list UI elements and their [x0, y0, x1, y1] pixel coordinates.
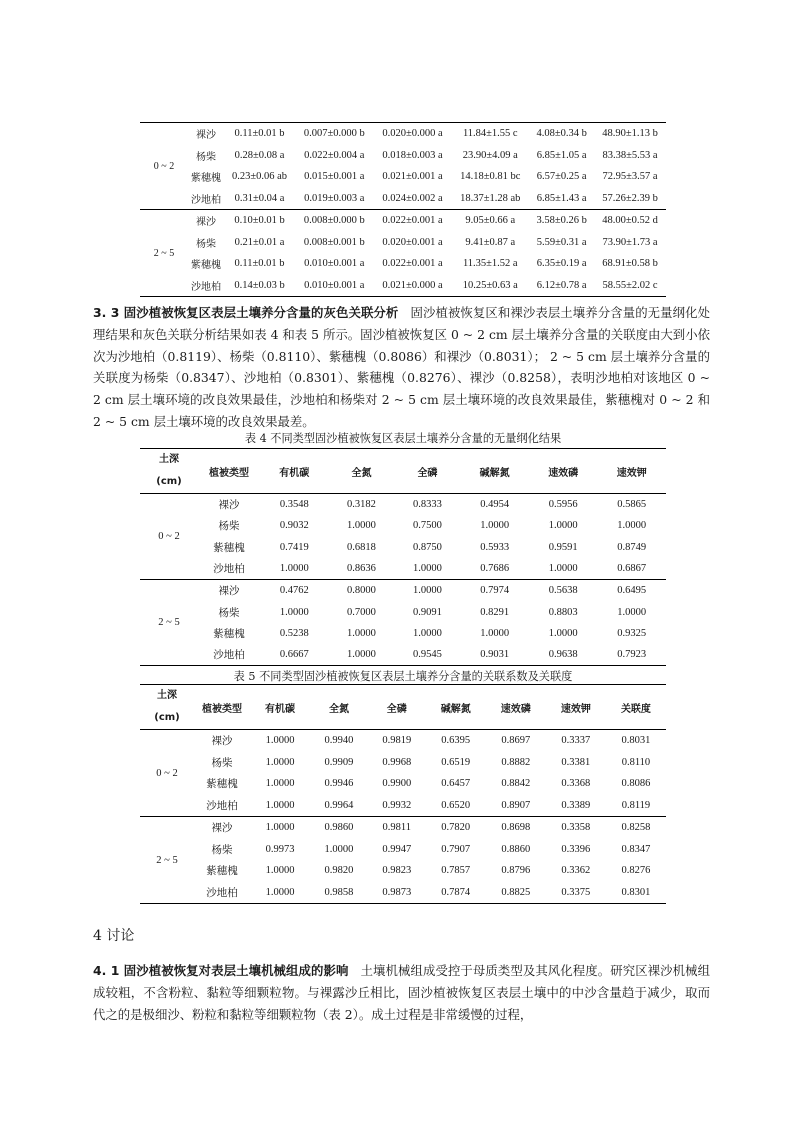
vegetation-cell: 杨柴	[211, 844, 233, 856]
table-row	[140, 494, 666, 516]
value-cell: 0.23±0.06 ab	[231, 171, 288, 183]
value-cell: 0.3381	[561, 756, 591, 768]
value-cell: 0.28±0.08 a	[234, 149, 285, 161]
value-cell: 0.8258	[606, 817, 666, 839]
table-row	[140, 773, 666, 795]
header-cell: 全磷	[368, 685, 426, 730]
value-cell: 6.12±0.78 a	[536, 279, 587, 291]
value-cell: 0.8031	[621, 735, 651, 747]
vegetation-cell: 沙地柏	[213, 564, 245, 576]
value-cell: 0.7923	[617, 649, 647, 661]
value-cell: 0.11±0.01 b	[234, 258, 285, 270]
header-cell: 植被类型	[194, 685, 250, 730]
value-cell: 48.00±0.52 d	[594, 210, 666, 232]
section-3-3-body: 固沙植被恢复区和裸沙表层土壤养分含量的无量纲化处理结果和灰色关联分析结果如表 4 和表 5 所示。固沙植被恢复区 0 ~ 2 cm 层土壤养分含量的关联度由大到小依次为沙地柏（0.8119）、杨柴（0.8110）、紫穗槐（0.8086）和裸沙（0.8031）； 2 ~ 5 cm 层土壤养分含量的关联度为杨柴（0.8347）、沙地柏（0.8301）、紫穗槐（0.8276）、裸沙（0.8258），表明沙地柏对该地区 0 ~ 2 cm 层土壤环境的改良效果最佳，沙地柏和杨柴对 2 ~ 5 cm 层土壤环境的改良效果最佳，紫穗槐对 0 ~ 2 和 2 ~ 5 cm 层土壤环境的改良效果最差。	[93, 305, 711, 429]
value-cell: 0.010±0.001 a	[304, 279, 365, 291]
value-cell: 1.0000	[250, 817, 310, 839]
value-cell: 0.8842	[501, 778, 531, 790]
table-row	[140, 839, 666, 861]
value-cell: 0.018±0.003 a	[382, 149, 443, 161]
section-4-heading: 4 讨论	[93, 928, 135, 944]
value-cell: 0.9031	[480, 649, 510, 661]
value-cell: 0.8697	[501, 735, 531, 747]
vegetation-cell: 裸沙	[198, 580, 260, 602]
value-cell: 0.019±0.003 a	[304, 192, 365, 204]
vegetation-cell: 杨柴	[211, 757, 233, 769]
value-cell: 0.6667	[279, 649, 309, 661]
vegetation-cell: 紫穗槐	[213, 628, 245, 640]
value-cell: 0.5865	[617, 499, 647, 511]
vegetation-cell: 紫穗槐	[206, 779, 238, 791]
header-cell: 碱解氮	[460, 449, 529, 494]
value-cell: 0.9973	[265, 843, 295, 855]
value-cell: 0.022±0.001 a	[382, 258, 443, 270]
value-cell: 1.0000	[413, 563, 442, 575]
vegetation-cell: 杨柴	[196, 238, 216, 250]
value-cell: 0.8882	[501, 756, 531, 768]
vegetation-cell: 沙地柏	[191, 281, 221, 293]
value-cell: 0.4954	[480, 499, 510, 511]
value-cell: 0.8698	[486, 817, 546, 839]
value-cell: 1.0000	[265, 756, 295, 768]
value-cell: 6.85±1.05 a	[536, 149, 587, 161]
depth-cell: 2 ~ 5	[140, 817, 194, 904]
value-cell: 6.85±1.43 a	[536, 192, 587, 204]
section-4-1-body: 土壤机械组成受控于母质类型及其风化程度。研究区裸沙机械组成较粗，不含粉粒、黏粒等细颗粒物。与裸露沙丘相比，固沙植被恢复区表层土壤中的中沙含量趋于减少，取而代之的是极细沙、粉粒和黏粒等细颗粒物（表 2）。成土过程是非常缓慢的过程，	[93, 963, 710, 1022]
header-depth-line2: (cm)	[156, 476, 182, 487]
header-cell: 有机碳	[260, 449, 329, 494]
value-cell: 23.90±4.09 a	[462, 149, 518, 161]
value-cell: 68.91±0.58 b	[602, 258, 658, 270]
section-3-3-paragraph	[93, 302, 710, 433]
table-3-continued	[140, 122, 666, 297]
value-cell: 0.8796	[501, 865, 531, 877]
value-cell: 0.022±0.004 a	[304, 149, 365, 161]
value-cell: 0.022±0.001 a	[374, 210, 452, 232]
value-cell: 0.31±0.04 a	[234, 192, 285, 204]
value-cell: 0.9860	[310, 817, 368, 839]
value-cell: 1.0000	[548, 627, 578, 639]
value-cell: 0.9964	[324, 799, 354, 811]
vegetation-cell: 紫穗槐	[206, 866, 238, 878]
value-cell: 0.9545	[413, 649, 442, 661]
table-5-caption: 表 5 不同类型固沙植被恢复区表层土壤养分含量的关联系数及关联度	[233, 670, 573, 683]
value-cell: 0.3548	[279, 499, 309, 511]
value-cell: 11.84±1.55 c	[451, 123, 529, 145]
value-cell: 0.9820	[324, 865, 354, 877]
value-cell: 0.3182	[347, 499, 376, 511]
table-row	[140, 275, 666, 297]
value-cell: 0.3375	[561, 886, 591, 898]
value-cell: 0.8086	[621, 778, 651, 790]
value-cell: 0.020±0.000 a	[374, 123, 452, 145]
table-row	[140, 817, 666, 839]
value-cell: 0.9873	[382, 886, 412, 898]
value-cell: 10.25±0.63 a	[462, 279, 518, 291]
value-cell: 0.6520	[441, 799, 471, 811]
value-cell: 0.9638	[548, 649, 578, 661]
table-row	[140, 253, 666, 275]
value-cell: 5.59±0.31 a	[536, 236, 587, 248]
value-cell: 0.8291	[480, 606, 510, 618]
value-cell: 0.14±0.03 b	[234, 279, 285, 291]
value-cell: 0.6395	[441, 735, 471, 747]
table-row	[140, 860, 666, 882]
value-cell: 0.3358	[546, 817, 606, 839]
vegetation-cell: 杨柴	[196, 151, 216, 163]
table-row	[140, 795, 666, 817]
header-cell: 关联度	[606, 685, 666, 730]
value-cell: 0.008±0.001 b	[303, 236, 365, 248]
header-cell: 植被类型	[198, 449, 260, 494]
value-cell: 0.6867	[617, 563, 647, 575]
table-row	[140, 537, 666, 558]
value-cell: 0.5933	[480, 541, 510, 553]
value-cell: 0.8825	[501, 886, 531, 898]
value-cell: 1.0000	[265, 865, 295, 877]
value-cell: 0.9858	[324, 886, 354, 898]
value-cell: 0.9032	[279, 520, 309, 532]
header-depth-line2: (cm)	[154, 712, 180, 723]
value-cell: 1.0000	[265, 735, 295, 747]
vegetation-cell: 紫穗槐	[213, 542, 245, 554]
value-cell: 0.008±0.000 b	[295, 210, 374, 232]
value-cell: 0.5956	[548, 499, 578, 511]
value-cell: 0.7857	[441, 865, 471, 877]
value-cell: 0.8803	[548, 606, 578, 618]
table-row	[140, 123, 666, 145]
header-depth	[140, 685, 194, 730]
value-cell: 0.3337	[561, 735, 591, 747]
table-row	[140, 515, 666, 536]
table-row	[140, 210, 666, 232]
value-cell: 1.0000	[480, 520, 510, 532]
value-cell: 73.90±1.73 a	[602, 236, 658, 248]
value-cell: 1.0000	[265, 886, 295, 898]
vegetation-cell: 裸沙	[218, 500, 240, 512]
value-cell: 0.9819	[382, 735, 412, 747]
table-row	[140, 188, 666, 210]
depth-cell: 0 ~ 2	[140, 123, 188, 210]
value-cell: 0.8347	[621, 843, 651, 855]
vegetation-cell: 紫穗槐	[191, 260, 221, 272]
value-cell: 0.7907	[441, 843, 471, 855]
value-cell: 0.8636	[347, 563, 376, 575]
value-cell: 0.5638	[529, 580, 598, 602]
table-row	[140, 232, 666, 254]
value-cell: 1.0000	[265, 778, 295, 790]
value-cell: 0.9591	[548, 541, 578, 553]
value-cell: 48.90±1.13 b	[594, 123, 666, 145]
value-cell: 0.8860	[501, 843, 531, 855]
depth-cell: 0 ~ 2	[158, 531, 180, 543]
value-cell: 6.57±0.25 a	[536, 171, 587, 183]
value-cell: 0.9946	[324, 778, 354, 790]
header-cell: 全氮	[310, 685, 368, 730]
value-cell: 0.8750	[413, 541, 442, 553]
table-row	[140, 601, 666, 622]
table-row	[140, 580, 666, 602]
vegetation-cell: 裸沙	[194, 817, 250, 839]
table-5	[140, 684, 666, 904]
table-4-caption: 表 4 不同类型固沙植被恢复区表层土壤养分含量的无量纲化结果	[244, 432, 562, 445]
vegetation-cell: 裸沙	[188, 123, 224, 145]
value-cell: 0.021±0.000 a	[382, 279, 443, 291]
table-4	[140, 448, 666, 666]
value-cell: 0.9823	[382, 865, 412, 877]
value-cell: 1.0000	[347, 520, 376, 532]
table-row	[140, 166, 666, 188]
value-cell: 1.0000	[279, 606, 309, 618]
value-cell: 0.010±0.001 a	[304, 258, 365, 270]
value-cell: 1.0000	[617, 520, 647, 532]
value-cell: 0.020±0.001 a	[382, 236, 443, 248]
table-row	[140, 730, 666, 752]
vegetation-cell: 沙地柏	[191, 194, 221, 206]
value-cell: 0.9909	[324, 756, 354, 768]
value-cell: 0.7820	[426, 817, 486, 839]
depth-cell: 2 ~ 5	[140, 210, 188, 297]
value-cell: 0.024±0.002 a	[382, 192, 443, 204]
value-cell: 0.6495	[597, 580, 666, 602]
value-cell: 0.8907	[501, 799, 531, 811]
value-cell: 0.6519	[441, 756, 471, 768]
value-cell: 0.5238	[279, 627, 309, 639]
depth-cell: 0 ~ 2	[156, 767, 178, 779]
value-cell: 0.9932	[382, 799, 412, 811]
value-cell: 0.8333	[413, 499, 442, 511]
header-cell: 全氮	[329, 449, 395, 494]
table-header-row	[140, 685, 666, 730]
header-depth-line1: 土深	[157, 690, 177, 701]
vegetation-cell: 紫穗槐	[191, 173, 221, 185]
vegetation-cell: 裸沙	[211, 736, 233, 748]
value-cell: 1.0000	[617, 606, 647, 618]
value-cell: 0.015±0.001 a	[304, 171, 365, 183]
value-cell: 0.9900	[382, 778, 412, 790]
value-cell: 0.9811	[368, 817, 426, 839]
table-header-row	[140, 449, 666, 494]
header-cell: 速效钾	[597, 449, 666, 494]
value-cell: 9.05±0.66 a	[451, 210, 529, 232]
value-cell: 1.0000	[413, 627, 442, 639]
value-cell: 9.41±0.87 a	[465, 236, 516, 248]
vegetation-cell: 沙地柏	[206, 800, 238, 812]
value-cell: 18.37±1.28 ab	[460, 192, 521, 204]
depth-cell: 2 ~ 5	[140, 580, 198, 666]
value-cell: 0.7419	[279, 541, 309, 553]
value-cell: 0.3396	[561, 843, 591, 855]
value-cell: 0.10±0.01 b	[224, 210, 295, 232]
value-cell: 4.08±0.34 b	[529, 123, 594, 145]
value-cell: 0.007±0.000 b	[295, 123, 374, 145]
value-cell: 72.95±3.57 a	[602, 171, 658, 183]
header-cell: 速效磷	[529, 449, 598, 494]
header-cell: 速效磷	[486, 685, 546, 730]
value-cell: 0.8119	[621, 799, 651, 811]
value-cell: 0.4762	[260, 580, 329, 602]
value-cell: 1.0000	[480, 627, 510, 639]
vegetation-cell: 杨柴	[218, 607, 240, 619]
table-row	[140, 145, 666, 167]
value-cell: 0.11±0.01 b	[224, 123, 295, 145]
section-4-1-paragraph	[93, 960, 710, 1025]
value-cell: 0.9947	[382, 843, 412, 855]
value-cell: 1.0000	[265, 799, 295, 811]
value-cell: 0.7000	[347, 606, 376, 618]
value-cell: 57.26±2.39 b	[602, 192, 658, 204]
vegetation-cell: 裸沙	[188, 210, 224, 232]
value-cell: 11.35±1.52 a	[462, 258, 518, 270]
header-cell: 碱解氮	[426, 685, 486, 730]
table-row	[140, 882, 666, 904]
vegetation-cell: 杨柴	[218, 521, 240, 533]
table-row	[140, 752, 666, 774]
value-cell: 83.38±5.53 a	[602, 149, 658, 161]
value-cell: 0.8276	[621, 865, 651, 877]
value-cell: 0.8000	[329, 580, 395, 602]
value-cell: 0.6457	[441, 778, 471, 790]
value-cell: 0.6818	[347, 541, 376, 553]
value-cell: 0.9968	[382, 756, 412, 768]
value-cell: 0.8110	[621, 756, 651, 768]
value-cell: 0.9940	[324, 735, 354, 747]
value-cell: 0.9091	[413, 606, 442, 618]
value-cell: 0.8301	[621, 886, 651, 898]
section-4-1-heading: 4. 1 固沙植被恢复对表层土壤机械组成的影响	[93, 963, 349, 978]
value-cell: 1.0000	[347, 627, 376, 639]
header-depth-line1: 土深	[159, 454, 179, 465]
vegetation-cell: 沙地柏	[206, 887, 238, 899]
header-cell: 有机碳	[250, 685, 310, 730]
header-cell: 速效钾	[546, 685, 606, 730]
value-cell: 0.7686	[480, 563, 510, 575]
table-row	[140, 558, 666, 580]
value-cell: 6.35±0.19 a	[536, 258, 587, 270]
value-cell: 3.58±0.26 b	[529, 210, 594, 232]
table-row	[140, 623, 666, 644]
value-cell: 0.21±0.01 a	[234, 236, 285, 248]
value-cell: 1.0000	[347, 649, 376, 661]
value-cell: 0.7874	[441, 886, 471, 898]
table-row	[140, 644, 666, 666]
vegetation-cell: 沙地柏	[213, 650, 245, 662]
value-cell: 0.3389	[561, 799, 591, 811]
header-depth	[140, 449, 198, 494]
value-cell: 1.0000	[394, 580, 460, 602]
value-cell: 0.9325	[617, 627, 647, 639]
header-cell: 全磷	[394, 449, 460, 494]
section-3-3-heading: 3. 3 固沙植被恢复区表层土壤养分含量的灰色关联分析	[93, 305, 399, 320]
value-cell: 1.0000	[279, 563, 309, 575]
value-cell: 14.18±0.81 bc	[460, 171, 521, 183]
value-cell: 0.7500	[413, 520, 442, 532]
value-cell: 1.0000	[548, 520, 578, 532]
value-cell: 0.021±0.001 a	[382, 171, 443, 183]
value-cell: 0.8749	[617, 541, 647, 553]
value-cell: 0.3362	[561, 865, 591, 877]
value-cell: 58.55±2.02 c	[602, 279, 658, 291]
value-cell: 1.0000	[548, 563, 578, 575]
value-cell: 1.0000	[324, 843, 354, 855]
value-cell: 0.7974	[460, 580, 529, 602]
value-cell: 0.3368	[561, 778, 591, 790]
